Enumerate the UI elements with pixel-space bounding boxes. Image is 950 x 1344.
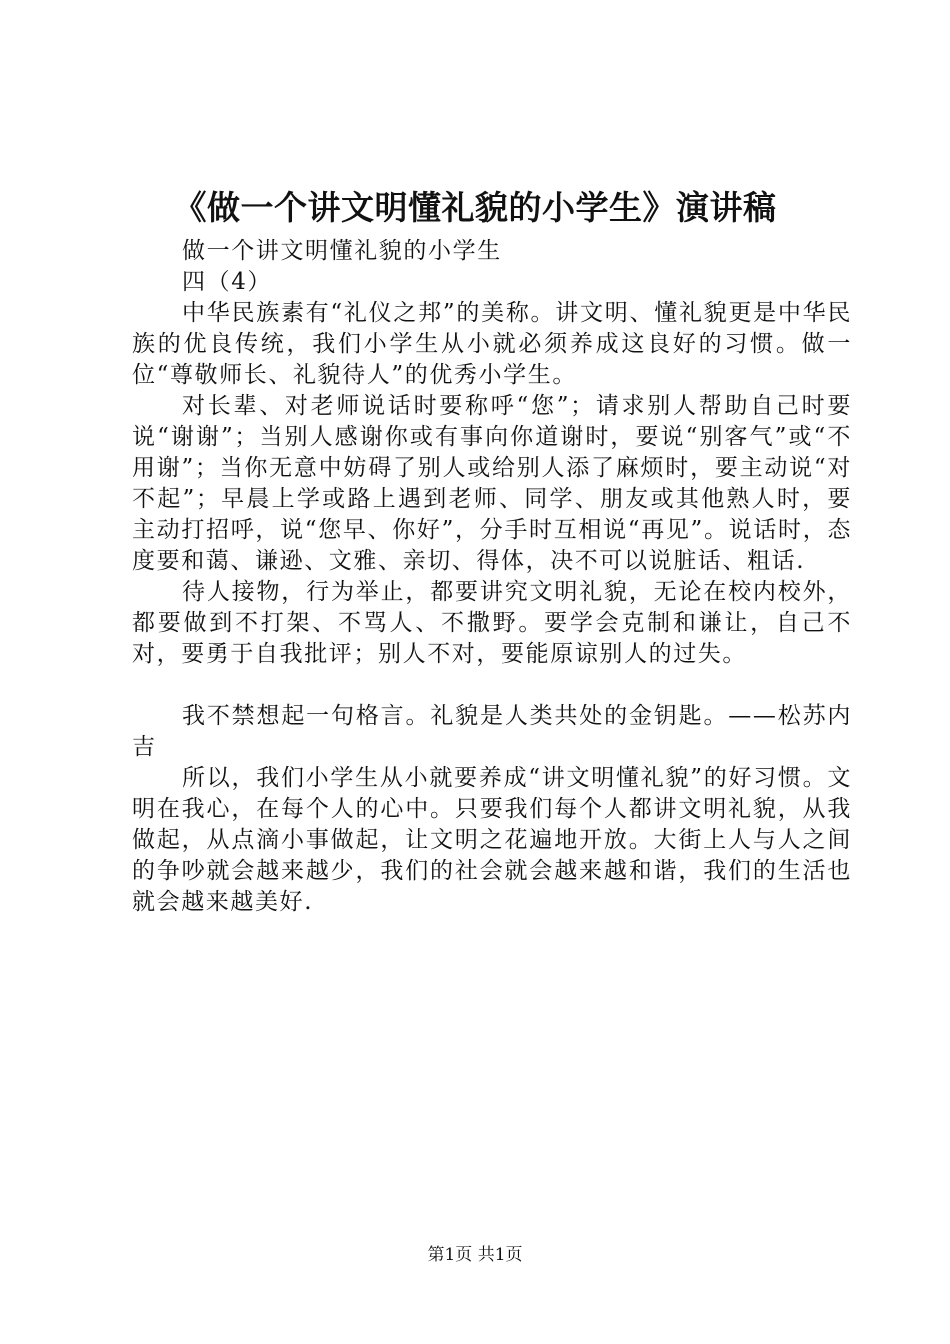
page-footer: 第1页 共1页 bbox=[427, 1245, 523, 1265]
document-title: 《做一个讲文明懂礼貌的小学生》演讲稿 bbox=[173, 188, 777, 227]
paragraph-5: 所以，我们小学生从小就要养成“讲文明懂礼貌”的好习惯。文明在我心，在每个人的心中。只要我们每个人都讲文明礼貌，从我做起，从点滴小事做起，让文明之花遍地开放。大街上人与人之间的争吵就会越来越少，我们的社会就会越来越和谐，我们的生活也就会越来越美好. bbox=[132, 765, 852, 915]
document-subtitle: 做一个讲文明懂礼貌的小学生 bbox=[182, 238, 502, 264]
document-body bbox=[132, 236, 852, 918]
paragraph-2: 对长辈、对老师说话时要称呼“您”；请求别人帮助自己时要说“谢谢”；当别人感谢你或有事向你道谢时，要说“别客气”或“不用谢”；当你无意中妨碍了别人或给别人添了麻烦时，要主动说“对不起”；早晨上学或路上遇到老师、同学、朋友或其他熟人时，要主动打招呼，说“您早、你好”，分手时互相说“再见”。说话时，态度要和蔼、谦逊、文雅、亲切、得体，决不可以说脏话、粗话. bbox=[132, 393, 852, 574]
paragraph-gap bbox=[132, 670, 852, 701]
paragraph-4: 我不禁想起一句格言。礼貌是人类共处的金钥匙。——松苏内吉 bbox=[132, 703, 852, 760]
class-label: 四（4） bbox=[182, 269, 273, 295]
paragraph-3: 待人接物，行为举止，都要讲究文明礼貌，无论在校内校外，都要做到不打架、不骂人、不撒野。要学会克制和谦让，自己不对，要勇于自我批评；别人不对，要能原谅别人的过失。 bbox=[132, 579, 852, 667]
paragraph-1: 中华民族素有“礼仪之邦”的美称。讲文明、懂礼貌更是中华民族的优良传统，我们小学生从小就必须养成这良好的习惯。做一位“尊敬师长、礼貌待人”的优秀小学生。 bbox=[132, 300, 852, 388]
